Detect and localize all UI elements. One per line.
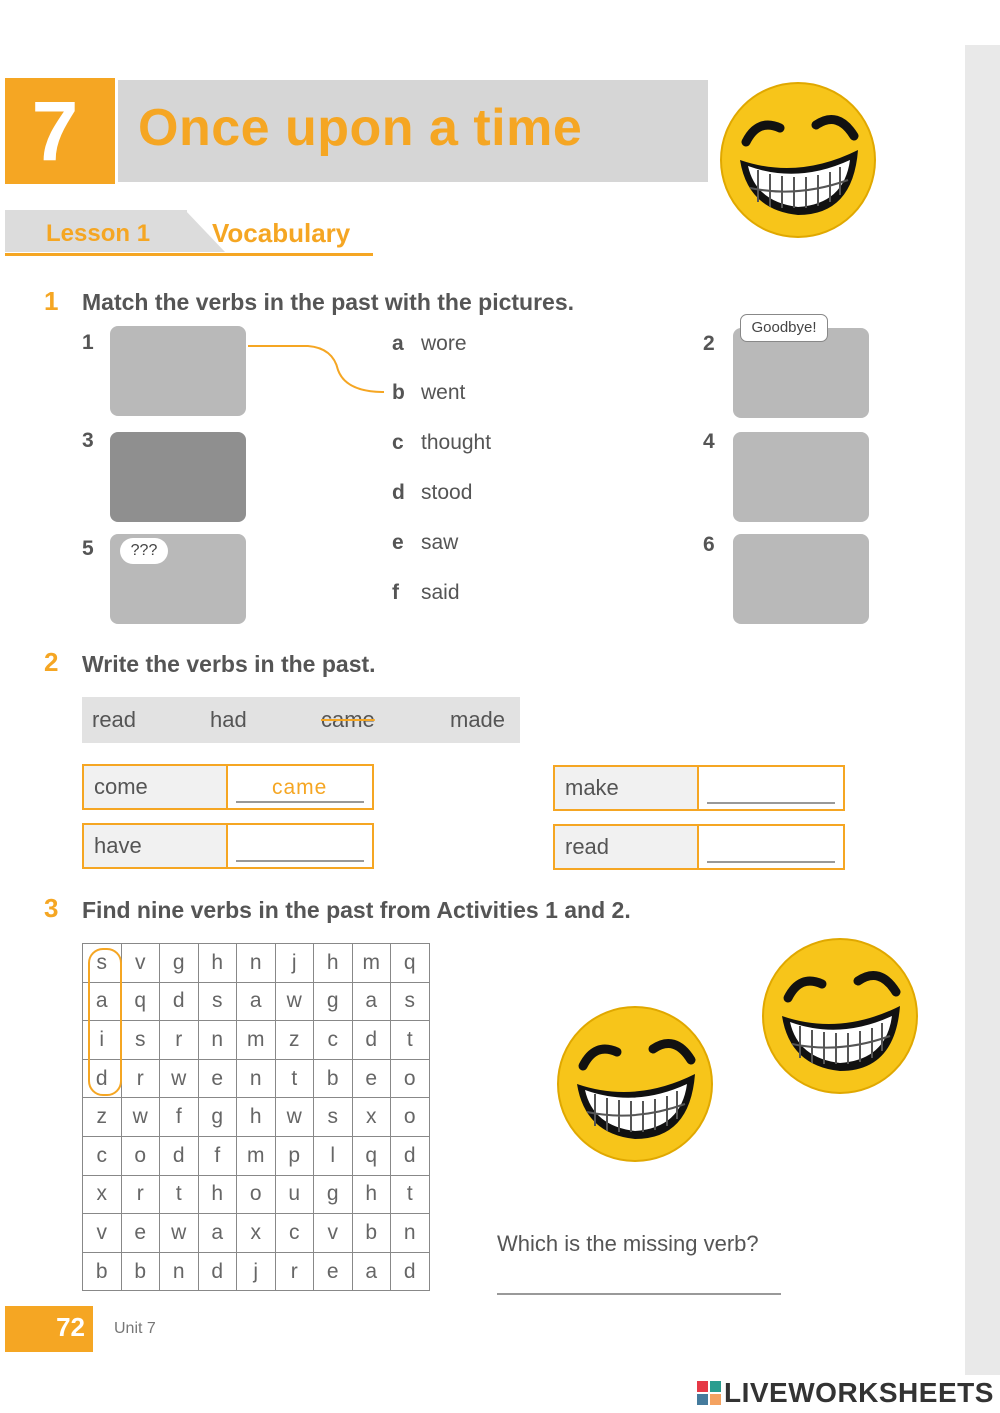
grid-cell[interactable]: f <box>160 1098 199 1137</box>
answer-line[interactable] <box>707 861 835 863</box>
grid-cell[interactable]: n <box>160 1252 199 1291</box>
grid-cell[interactable]: z <box>83 1098 122 1137</box>
grid-cell[interactable]: r <box>121 1175 160 1214</box>
grid-cell[interactable]: b <box>83 1252 122 1291</box>
liveworksheets-logo-icon <box>697 1381 721 1405</box>
verb-letter: a <box>392 332 404 355</box>
picture-number: 6 <box>703 533 715 556</box>
activity-instruction: Find nine verbs in the past from Activities 1 and 2. <box>82 897 631 923</box>
grid-cell[interactable]: v <box>121 944 160 983</box>
activity-number: 1 <box>44 286 59 316</box>
word-search-grid <box>82 943 430 1291</box>
verb-letter: b <box>392 381 405 404</box>
grid-cell[interactable]: h <box>198 1175 237 1214</box>
grid-cell[interactable]: x <box>83 1175 122 1214</box>
grid-row <box>83 1059 430 1098</box>
grid-cell[interactable]: t <box>391 1175 430 1214</box>
grid-cell[interactable]: w <box>160 1214 199 1253</box>
grid-cell[interactable]: z <box>275 1021 314 1060</box>
grid-row <box>83 1136 430 1175</box>
grid-cell[interactable]: w <box>275 1098 314 1137</box>
grid-cell[interactable]: d <box>391 1136 430 1175</box>
grid-cell[interactable]: a <box>352 1252 391 1291</box>
grid-cell[interactable]: d <box>352 1021 391 1060</box>
grid-cell[interactable]: a <box>352 982 391 1021</box>
grid-cell[interactable]: j <box>275 944 314 983</box>
speech-bubble: Goodbye! <box>740 314 828 342</box>
grid-cell[interactable]: s <box>83 944 122 983</box>
verb-letter: c <box>392 431 404 454</box>
grid-row <box>83 1098 430 1137</box>
grid-cell[interactable]: b <box>314 1059 353 1098</box>
word-bank-item: made <box>450 707 506 732</box>
grid-row <box>83 1252 430 1291</box>
verb-word: said <box>421 581 460 604</box>
grid-cell[interactable]: n <box>391 1214 430 1253</box>
grid-cell[interactable]: s <box>198 982 237 1021</box>
grid-row <box>83 1021 430 1060</box>
grid-cell[interactable]: e <box>121 1214 160 1253</box>
grid-cell[interactable]: f <box>198 1136 237 1175</box>
missing-verb-answer-line[interactable] <box>497 1293 781 1295</box>
grid-cell[interactable]: m <box>237 1021 276 1060</box>
grid-cell[interactable]: t <box>391 1021 430 1060</box>
grid-cell[interactable]: g <box>160 944 199 983</box>
grid-cell[interactable]: r <box>275 1252 314 1291</box>
grid-cell[interactable]: a <box>83 982 122 1021</box>
grid-cell[interactable]: x <box>237 1214 276 1253</box>
grid-cell[interactable]: w <box>121 1098 160 1137</box>
picture-number: 5 <box>82 537 94 560</box>
watermark: LIVEWORKSHEETS <box>724 1377 994 1408</box>
unit-number: 7 <box>31 84 79 178</box>
verb-word: wore <box>421 332 467 355</box>
grid-cell[interactable]: e <box>314 1252 353 1291</box>
smiley-icon <box>718 80 878 240</box>
verb-word: thought <box>421 431 492 454</box>
match-line <box>248 340 388 400</box>
grid-cell[interactable]: d <box>83 1059 122 1098</box>
picture-6 <box>733 534 869 624</box>
smiley-icon <box>760 936 920 1096</box>
grid-cell[interactable]: n <box>237 1059 276 1098</box>
missing-verb-question: Which is the missing verb? <box>497 1231 759 1256</box>
picture-number: 3 <box>82 429 94 452</box>
verb-letter: d <box>392 481 405 504</box>
lesson-label: Lesson 1 <box>46 220 151 247</box>
found-word-circle <box>88 948 122 1096</box>
grid-cell[interactable]: m <box>352 944 391 983</box>
grid-cell[interactable]: o <box>121 1136 160 1175</box>
grid-cell[interactable]: e <box>352 1059 391 1098</box>
grid-cell[interactable]: g <box>198 1098 237 1137</box>
grid-cell[interactable]: q <box>391 944 430 983</box>
answer-row <box>553 765 845 811</box>
answer-line <box>236 801 364 803</box>
grid-cell[interactable]: o <box>237 1175 276 1214</box>
grid-cell[interactable]: h <box>237 1098 276 1137</box>
grid-cell[interactable]: c <box>83 1136 122 1175</box>
verb-letter: f <box>392 581 399 604</box>
grid-cell[interactable]: e <box>198 1059 237 1098</box>
activity-number: 2 <box>44 647 59 677</box>
grid-cell[interactable]: t <box>160 1175 199 1214</box>
grid-row <box>83 1214 430 1253</box>
grid-cell[interactable]: w <box>160 1059 199 1098</box>
picture-4 <box>733 432 869 522</box>
grid-cell[interactable]: d <box>391 1252 430 1291</box>
grid-cell[interactable]: h <box>314 944 353 983</box>
grid-cell[interactable]: s <box>391 982 430 1021</box>
grid-cell[interactable]: n <box>198 1021 237 1060</box>
picture-3 <box>110 432 246 522</box>
base-verb: read <box>565 834 610 859</box>
grid-cell[interactable]: x <box>352 1098 391 1137</box>
verb-word: went <box>421 381 466 404</box>
grid-cell[interactable]: c <box>275 1214 314 1253</box>
thought-bubble: ??? <box>120 538 168 564</box>
grid-cell[interactable]: r <box>160 1021 199 1060</box>
grid-cell[interactable]: o <box>391 1059 430 1098</box>
grid-row <box>83 944 430 983</box>
activity-instruction: Write the verbs in the past. <box>82 651 376 677</box>
grid-cell[interactable]: q <box>352 1136 391 1175</box>
base-verb: make <box>565 775 619 800</box>
page-edge-shadow <box>965 45 1000 1375</box>
verb-word: stood <box>421 481 473 504</box>
base-verb: come <box>94 774 148 799</box>
answer-line[interactable] <box>236 860 364 862</box>
smiley-icon <box>555 1004 715 1164</box>
word-bank-item: read <box>92 707 137 732</box>
base-verb: have <box>94 833 142 858</box>
activity-number: 3 <box>44 893 59 923</box>
grid-cell[interactable]: c <box>314 1021 353 1060</box>
grid-cell[interactable]: p <box>275 1136 314 1175</box>
grid-cell[interactable]: r <box>121 1059 160 1098</box>
activity-instruction: Match the verbs in the past with the pictures. <box>82 289 575 315</box>
grid-cell[interactable]: h <box>198 944 237 983</box>
grid-cell[interactable]: v <box>83 1214 122 1253</box>
picture-1 <box>110 326 246 416</box>
picture-number: 4 <box>703 430 715 453</box>
answer-line[interactable] <box>707 802 835 804</box>
grid-row <box>83 982 430 1021</box>
grid-cell[interactable]: j <box>237 1252 276 1291</box>
grid-cell[interactable]: d <box>198 1252 237 1291</box>
grid-cell[interactable]: q <box>121 982 160 1021</box>
page-title: Once upon a time <box>138 99 583 157</box>
grid-cell[interactable]: w <box>275 982 314 1021</box>
grid-cell[interactable]: v <box>314 1214 353 1253</box>
verb-letter: e <box>392 531 404 554</box>
answer-row <box>82 764 374 810</box>
picture-number: 1 <box>82 331 94 354</box>
grid-cell[interactable]: o <box>391 1098 430 1137</box>
footer-unit-label: Unit 7 <box>114 1320 156 1337</box>
word-bank-item-crossed: came <box>321 707 375 732</box>
grid-cell[interactable]: b <box>352 1214 391 1253</box>
answer-row <box>553 824 845 870</box>
grid-cell[interactable]: d <box>160 982 199 1021</box>
grid-cell[interactable]: m <box>237 1136 276 1175</box>
grid-row <box>83 1175 430 1214</box>
picture-number: 2 <box>703 332 715 355</box>
page-number: 72 <box>56 1312 85 1342</box>
grid-cell[interactable]: d <box>160 1136 199 1175</box>
grid-cell[interactable]: t <box>275 1059 314 1098</box>
grid-cell[interactable]: a <box>237 982 276 1021</box>
word-bank-item: had <box>210 707 247 732</box>
grid-cell[interactable]: i <box>83 1021 122 1060</box>
grid-cell[interactable]: g <box>314 1175 353 1214</box>
answer-value: came <box>272 776 328 799</box>
answer-row <box>82 823 374 869</box>
grid-cell[interactable]: b <box>121 1252 160 1291</box>
verb-word: saw <box>421 531 459 554</box>
grid-cell[interactable]: s <box>314 1098 353 1137</box>
grid-cell[interactable]: h <box>352 1175 391 1214</box>
grid-cell[interactable]: a <box>198 1214 237 1253</box>
grid-cell[interactable]: n <box>237 944 276 983</box>
section-label: Vocabulary <box>212 218 351 248</box>
grid-cell[interactable]: l <box>314 1136 353 1175</box>
grid-cell[interactable]: g <box>314 982 353 1021</box>
section-underline <box>5 253 373 256</box>
grid-cell[interactable]: u <box>275 1175 314 1214</box>
grid-cell[interactable]: s <box>121 1021 160 1060</box>
